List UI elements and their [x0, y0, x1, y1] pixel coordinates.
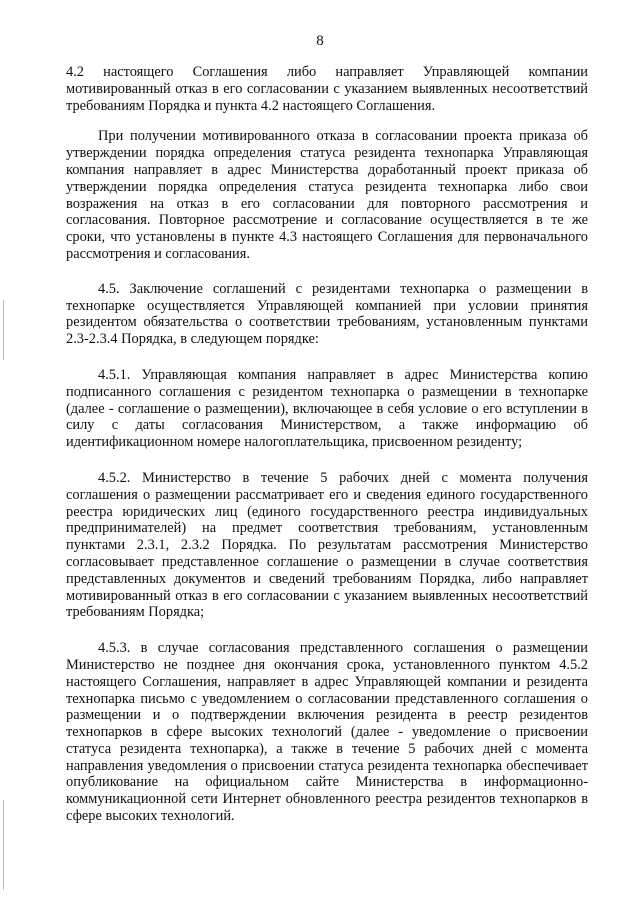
paragraph-4-5-3: 4.5.3. в случае согласования представленного соглашения о размещении Министерство не позднее дня окончания срока, установленного пунктом 4.5.2 настоящего Соглашения, направляет в адрес Управляющей компании и резидента технопарка письмо с уведомлением о согласовании представленного соглашения о размещении и о подтверждении включения резидента в реестр резидентов технопарков в сфере высоких технологий (далее - уведомление о присвоении статуса резидента технопарка), а также в течение 5 рабочих дней с момента направления уведомления о присвоении статуса резидента технопарка обеспечивает опубликование на официальном сайте Министерства в информационно-коммуникационной сети Интернет обновленного реестра резидентов технопарков в сфере высоких технологий. [66, 640, 588, 825]
scan-edge-mark [3, 800, 4, 890]
document-body [66, 64, 588, 825]
paragraph-4-5-2: 4.5.2. Министерство в течение 5 рабочих дней с момента получения соглашения о размещении рассматривает его и сведения единого государственного реестра юридических лиц (единого государственного реестра индивидуальных предпринимателей) на предмет соответствия требованиям, установленным пунктами 2.3.1, 2.3.2 Порядка. По результатам рассмотрения Министерство согласовывает представленное соглашение о размещении в случае соответствия представленных документов и сведений требованиям Порядка, либо направляет мотивированный отказ в его согласовании с указанием выявленных несоответствий требованиям Порядка; [66, 469, 588, 621]
paragraph-refusal-procedure: При получении мотивированного отказа в согласовании проекта приказа об утверждении порядка определения статуса резидента технопарка Управляющая компания направляет в адрес Министерства доработанный проект приказа об утверждении порядка определения статуса резидента технопарка либо свои возражения на отказ в его согласовании для повторного рассмотрения и согласования. Повторное рассмотрение и согласование осуществляется в те же сроки, что установлены в пункте 4.3 настоящего Соглашения для первоначального рассмотрения и согласования. [66, 128, 588, 262]
page-number: 8 [316, 33, 324, 49]
scan-edge-mark [3, 300, 4, 360]
paragraph-4-2-continuation: 4.2 настоящего Соглашения либо направляет Управляющей компании мотивированный отказ в его согласовании с указанием выявленных несоответствий требованиям Порядка и пункта 4.2 настоящего Соглашения. [66, 64, 588, 114]
paragraph-4-5: 4.5. Заключение соглашений с резидентами технопарка о размещении в технопарке осуществляется Управляющей компанией при условии принятия резидентом обязательства о соответствии требованиям, установленным пунктами 2.3-2.3.4 Порядка, в следующем порядке: [66, 280, 588, 348]
paragraph-4-5-1: 4.5.1. Управляющая компания направляет в адрес Министерства копию подписанного соглашения с резидентом технопарка о размещении в технопарке (далее - соглашение о размещении), включающее в себя условие о его вступлении в силу с даты согласования Министерством, а также информацию об идентификационном номере налогоплательщика, присвоенном резиденту; [66, 366, 588, 451]
